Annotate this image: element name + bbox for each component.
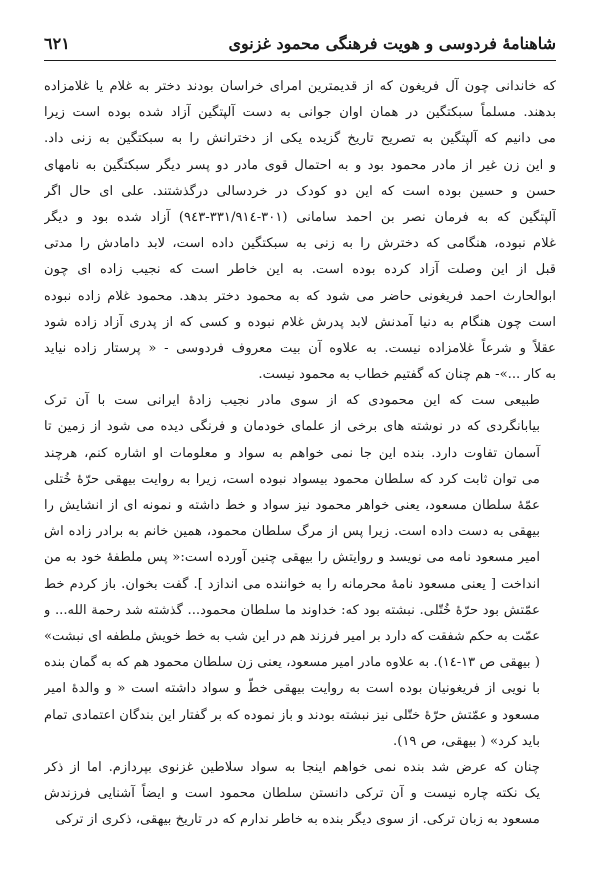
text-line: است چون هنگام به دنیا آمدنش لابد پدرش غلام نبوده و کسی که از پدری آزاد زاده شود — [44, 314, 556, 330]
header-rule — [44, 60, 556, 61]
text-line: چنان که عرض شد بنده نمی خواهم اینجا به سواد سلاطین غزنوی بپردازم. اما از ذکر — [44, 759, 540, 775]
text-line: مسعود و عمّتش حرّهٔ ختّلی نیز نبشته بودند و باز نموده که بر گفتار این بندگان اعتمادی تمام — [44, 707, 540, 723]
text-line: ( بیهقی ص ١٣-١٤). به علاوه مادر امیر مسعود، یعنی زن سلطان محمود هم که به گمان بنده — [44, 655, 540, 671]
page-number: ٦٢١ — [44, 33, 70, 53]
text-line: ابوالحارث احمد فریغونی حاضر می شود که به محمود دختر بدهد. محمود غلام زاده نبوده — [44, 288, 556, 304]
text-line: بیابانگردی که در نوشته های برخی از علمای خودمان و فرنگی دیده می شود از زمین تا — [44, 419, 540, 435]
text-line: آسمان تفاوت دارد. بنده این جا نمی خواهم به سواد و معلومات او اشاره کنم، هرچند — [44, 445, 540, 461]
paragraph — [44, 388, 556, 755]
text-line: با نویی از فریغونیان بوده است به روایت بیهقی خطّ و سواد داشته است « و والدهٔ امیر — [44, 681, 540, 697]
text-line: به کار ...»- هم چنان که گفتیم خطاب به محمود نیست. — [258, 367, 556, 383]
text-line: حسن و حسین بوده است که این دو کودک در خردسالی درگذشتند. علی ای حال اگر — [44, 183, 556, 199]
text-line: می توان ثابت کرد که سلطان محمود بیسواد نبوده است، زیرا به روایت بیهقی حرّهٔ خُتلی — [44, 471, 540, 487]
text-line: انداخت [ یعنی مسعود نامهٔ محرمانه را به خواننده می اندازد ]. گفت بخوان. باز کردم خط — [44, 576, 540, 592]
text-line: غلام نبوده، هنگامی که دخترش را به زنی به سبکتگین داده است، لابد دامادش را مدتی — [44, 236, 556, 252]
text-line: طبیعی ست که این محمودی که از سوی مادر نجیب زادهٔ ایرانی ست با آن ترک — [44, 393, 540, 409]
text-line: آلپتگین که به فرمان نصر بن احمد سامانی (٣٠١-٣٣١/٩١٤-٩٤٣) آزاد شده بود و دیگر — [44, 209, 556, 225]
text-line: مسعود به زبان ترکی. از سوی دیگر بنده به خاطر ندارم که در تاریخ بیهقی، ذکری از ترکی — [55, 812, 540, 828]
text-line: و این زن غیر از مادر محمود بود و به احتمال قوی مادر دو پسر دیگر سبکتگین به نامهای — [44, 157, 556, 173]
text-line: باید کرد» ( بیهقی، ص ١٩). — [393, 733, 540, 749]
text-line: یک نکته چاره نیست و آن ترکی دانستن سلطان محمود است و ایضاً آشنایی فرزندش — [44, 786, 540, 802]
running-header — [44, 28, 556, 58]
text-line: عمّتش بود حرّهٔ خُتّلی. نبشته بود که: خداوند ما سلطان محمود... گذشته شد رحمة الله... و — [44, 602, 540, 618]
text-line: بدهند. مسلماً سبکتگین در همان اوان جوانی به دست آلپتگین آزاد شده بوده است زیرا — [44, 105, 556, 121]
text-line: قبل از این وصلت آزاد کرده بوده است. به این خاطر است که نجیب زاده ای چون — [44, 262, 556, 278]
text-line: امیر مسعود نامه می نویسد و روایتش را بیهقی چنین آورده است:« پس ملطفهٔ خود به من — [44, 550, 540, 566]
text-line: بیهقی به دست داده است. زیرا پس از مرگ سلطان محمود، همین خانم به برادر زاده اش — [44, 524, 540, 540]
text-line: می دانیم که آلپتگین به تصریح تاریخ گزیده یکی از دخترانش را به سبکتگین به زنی داد. — [44, 131, 556, 147]
text-line: که خاندانی چون آل فریغون که از قدیمترین امرای خراسان بودند دختر به غلام یا غلامزاده — [44, 79, 556, 94]
text-line: عمّت به حکم شفقت که دارد بر امیر فرزند هم در این شب به خط خویش ملطفه ای نبشت» — [44, 628, 540, 644]
running-title: شاهنامهٔ فردوسی و هویت فرهنگی محمود غزنوی — [228, 33, 556, 53]
text-line: عمّهٔ سلطان مسعود، یعنی خواهر محمود نیز سواد و خط داشته و نمونه ای از انشایش را — [44, 498, 540, 513]
text-line: عقلاً و شرعاً غلامزاده نیست. به علاوه آن بیت معروف فردوسی - « پرستار زاده نیاید — [44, 340, 556, 356]
body-text — [44, 74, 556, 878]
paragraph — [44, 74, 556, 388]
paragraph — [44, 755, 556, 834]
